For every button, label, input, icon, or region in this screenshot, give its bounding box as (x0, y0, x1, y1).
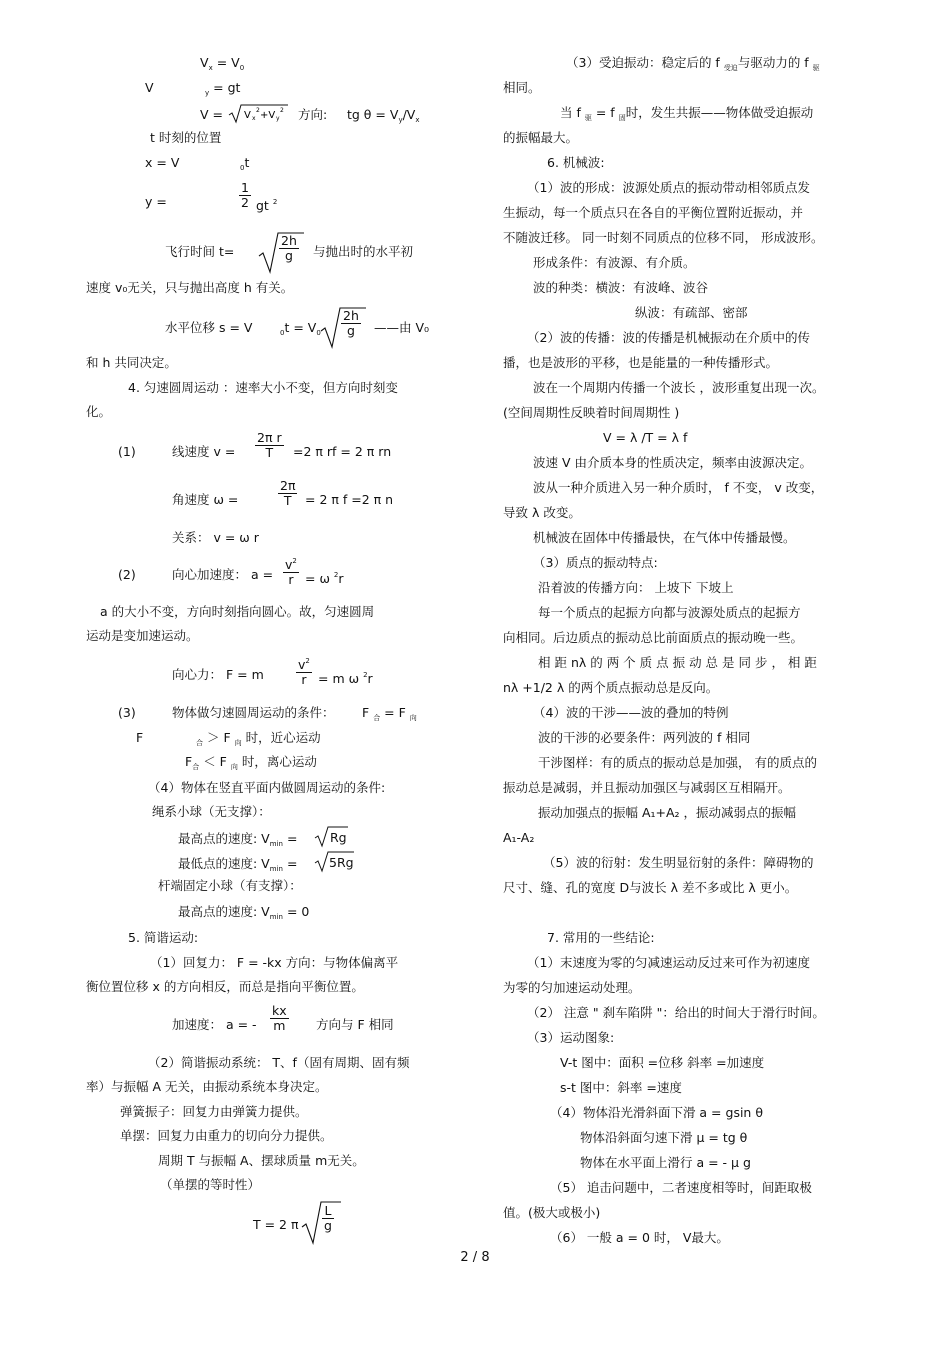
text-line: 每一个质点的起振方向都与波源处质点的起振方 (538, 605, 801, 620)
text-line: 形成条件：有波源、有介质。 (533, 255, 696, 270)
text-line: 值。(极大或极小) (503, 1205, 601, 1220)
lowest-point-speed: 最低点的速度: $V_{min}$ = (178, 856, 298, 873)
text-line: nλ +1/2 λ 的两个质点振动总是反向。 (503, 680, 719, 695)
forced-vibration: （3）受迫振动：稳定后的 f $_{受迫}$与驱动力的 f $_驱$ (566, 55, 820, 72)
text-line: 物体在水平面上滑行 a = - μ g (580, 1155, 751, 1170)
horizontal-displacement-note: ——由 V₀ (374, 320, 430, 335)
text-line: （1）回复力： F = -kx 方向：与物体偏离平 (150, 955, 399, 970)
direction-label: 方向: (298, 107, 328, 122)
text-line: 杆端固定小球（有支撑）： (158, 878, 302, 893)
text-line: 运动是变加速运动。 (86, 628, 199, 643)
text-line: 单摆：回复力由重力的切向分力提供。 (120, 1128, 333, 1143)
condition-eq: F $_合$ = F $_向$ (362, 705, 417, 722)
text-line: A₁-A₂ (503, 830, 535, 845)
centripetal-force-eq: = m ω $^2$r (318, 671, 373, 686)
text-line: （2）波的传播：波的传播是机械振动在介质中的传 (527, 330, 810, 345)
shm-acceleration-label: 加速度： a = - (172, 1017, 257, 1032)
approach-motion-condition: $_合$ ＞ F $_向$ 时，近心运动 (196, 730, 321, 747)
sqrt-symbol (228, 104, 290, 124)
svg-text:2: 2 (280, 107, 284, 114)
eq-vertical-velocity-label: V (145, 80, 154, 95)
text-line: 绳系小球（无支撑）： (152, 804, 271, 819)
fraction-2h-over-g: $\frac{2h}{g}$ (343, 308, 359, 338)
resonance-condition: 当 f $_驱$ = f $_固$时，发生共振——物体做受迫振动 (560, 105, 814, 122)
text-line: 波从一种介质进入另一种介质时， f 不变， v 改变， (533, 480, 824, 495)
sqrt-rg: Rg (330, 830, 347, 845)
text-line: （3）运动图象: (527, 1030, 615, 1045)
wave-speed-eq: V = λ /T = λ f (603, 430, 688, 445)
angular-velocity-label: 角速度 ω = (172, 492, 239, 507)
svg-text:V: V (244, 110, 251, 121)
text-line: （2）简谐振动系统： T、f（固有周期、固有频 (148, 1055, 410, 1070)
text-line: 导致 λ 改变。 (503, 505, 581, 520)
item-number: (3) (118, 705, 136, 720)
eq-direction-tan: tg $\theta = V_y/V_x$ (347, 107, 420, 124)
text-line: 不随波迁移。 同一时刻不同质点的位移不同， 形成波形。 (503, 230, 824, 245)
text-line: 生振动，每一个质点只在各自的平衡位置附近振动，并 (503, 205, 804, 220)
text-line: 干涉图样：有的质点的振动总是加强， 有的质点的 (538, 755, 817, 770)
fraction-2h-over-g: $\frac{2h}{g}$ (281, 233, 297, 263)
linear-velocity-eq: =2 π rf = 2 π rn (293, 444, 392, 459)
item-number: (1) (118, 444, 136, 459)
fraction-v2-over-r: $\frac{v^2}{r}$ (296, 654, 312, 687)
text-line: （5）波的衍射：发生明显衍射的条件：障碍物的 (543, 855, 814, 870)
text-line: 振动总是减弱，并且振动加强区与减弱区互相隔开。 (503, 780, 791, 795)
item-number: (2) (118, 567, 136, 582)
text-line: （1）波的形成：波源处质点的振动带动相邻质点发 (527, 180, 810, 195)
flight-time-note-cont: 速度 v₀无关，只与抛出高度 h 有关。 (86, 280, 294, 295)
centripetal-force-label: 向心力： F = m (172, 667, 264, 682)
text-line: 振动加强点的振幅 A₁+A₂ ，振动减弱点的振幅 (538, 805, 797, 820)
text-line: 相 距 nλ 的 两 个 质 点 振 动 总 是 同 步 ， 相 距 (538, 655, 817, 670)
fraction-2pi-over-t: $\frac{2\pi}{T}$ (280, 478, 296, 508)
highest-point-speed: 最高点的速度: $V_{min}$ = (178, 831, 298, 848)
text-line: 波速 V 由介质本身的性质决定，频率由波源决定。 (533, 455, 812, 470)
text-line: 波的种类：横波：有波峰、波谷 (533, 280, 709, 295)
position-at-t: t 时刻的位置 (150, 130, 222, 145)
text-line: s-t 图中：斜率 =速度 (560, 1080, 682, 1095)
text-line: 为零的匀加速运动处理。 (503, 980, 641, 995)
text-line: （3）质点的振动特点: (533, 555, 658, 570)
centripetal-acceleration-eq: = ω $^2$r (305, 571, 344, 586)
text-line: V-t 图中：面积 =位移 斜率 =加速度 (560, 1055, 765, 1070)
section-heading-shm: 5. 简谐运动: (128, 930, 199, 945)
text-line: （4）波的干涉——波的叠加的特例 (533, 705, 729, 720)
relation-eq: 关系： v = ω r (172, 530, 259, 545)
svg-text:2: 2 (256, 107, 260, 114)
shm-acceleration-direction: 方向与 F 相同 (316, 1017, 394, 1032)
angular-velocity-eq: = 2 π f =2 π n (305, 492, 394, 507)
text-line: 周期 T 与振幅 A、摆球质量 m无关。 (158, 1153, 365, 1168)
text-line: 相同。 (503, 80, 541, 95)
text-line: 纵波：有疏部、密部 (635, 305, 748, 320)
text-line: （4）物体沿光滑斜面下滑 a = gsin θ (550, 1105, 763, 1120)
linear-velocity-label: 线速度 v = (172, 444, 236, 459)
eq-vertical-velocity: $_y$ = gt (205, 80, 241, 97)
eq-horizontal-velocity: $V_x = V_0$ (200, 55, 245, 72)
flight-time-label: 飞行时间 t= (165, 244, 235, 259)
text-line: 机械波在固体中传播最快，在气体中传播最慢。 (533, 530, 796, 545)
fraction-half: $\frac{1}{2}$ (241, 180, 249, 210)
condition-f-label: F (136, 730, 144, 745)
text-line: 衡位置位移 x 的方向相反，而总是指向平衡位置。 (86, 979, 364, 994)
text-line: a 的大小不变，方向时刻指向圆心。故，匀速圆周 (100, 604, 375, 619)
text-line: 率）与振幅 A 无关，由振动系统本身决定。 (86, 1079, 328, 1094)
text-line: （1）末速度为零的匀减速运动反过来可作为初速度 (527, 955, 810, 970)
section-heading-uniform-circular: 4. 匀速圆周运动 ：速率大小不变，但方向时刻变 (128, 380, 398, 395)
eq-x-position-t: $_0$t (240, 155, 250, 172)
text-line: 播，也是波形的平移，也是能量的一种传播形式。 (503, 355, 779, 370)
text-line: 弹簧振子：回复力由弹簧力提供。 (120, 1104, 308, 1119)
eq-x-position: x = V (145, 155, 180, 170)
sqrt-5rg: 5Rg (329, 855, 354, 870)
fraction-kx-over-m: $\frac{kx}{m}$ (272, 1003, 287, 1033)
text-line: 波的干涉的必要条件：两列波的 f 相同 (538, 730, 751, 745)
svg-text:y: y (276, 115, 280, 122)
text-line: 尺寸、缝、孔的宽度 D与波长 λ 差不多或比 λ 更小。 (503, 880, 798, 895)
eq-y-position-label: y = (145, 194, 167, 209)
text-line: 和 h 共同决定。 (86, 355, 177, 370)
svg-text:x: x (252, 115, 256, 122)
eq-y-position-gt2: gt $^2$ (256, 198, 278, 213)
section-heading-conclusions: 7. 常用的一些结论: (547, 930, 655, 945)
text-line: 化。 (86, 404, 112, 419)
text-line: (空间周期性反映着时间周期性 ) (503, 405, 680, 420)
horizontal-displacement-2: $_0t = V_0$ (280, 320, 321, 337)
highest-point-speed-rod: 最高点的速度: $V_{min} = 0$ (178, 904, 310, 921)
section-heading-mechanical-wave: 6. 机械波: (547, 155, 605, 170)
text-line: （2） 注意 " 刹车陷阱 "：给出的时间大于滑行时间。 (527, 1005, 825, 1020)
fraction-2pir-over-t: $\frac{\text{2π r}}{T}$ (257, 430, 282, 460)
eq-resultant-velocity: V = (200, 107, 223, 122)
text-line: 波在一个周期内传播一个波长 ，波形重复出现一次。 (533, 380, 825, 395)
horizontal-displacement: 水平位移 s = V (165, 320, 253, 335)
svg-text:+V: +V (260, 110, 276, 121)
circular-motion-condition: 物体做匀速圆周运动的条件： (172, 705, 335, 720)
fraction-v2-over-r: $\frac{v^2}{r}$ (283, 554, 299, 587)
centripetal-acceleration-label: 向心加速度： a = (172, 567, 274, 582)
page-number: 2 / 8 (460, 1250, 490, 1265)
text-line: （单摆的等时性） (160, 1177, 261, 1192)
text-line: 沿着波的传播方向： 上坡下 下坡上 (538, 580, 734, 595)
text-line: 物体沿斜面匀速下滑 μ = tg θ (580, 1130, 748, 1145)
text-line: （4）物体在竖直平面内做圆周运动的条件: (148, 780, 386, 795)
pendulum-period-label: T = 2 π (253, 1217, 299, 1232)
fraction-l-over-g: $\frac{L}{g}$ (324, 1203, 332, 1233)
flight-time-note: 与抛出时的水平初 (313, 244, 414, 259)
centrifugal-motion-condition: $F_合 < F$ $_向$ 时，离心运动 (185, 754, 317, 771)
text-line: （6） 一般 a = 0 时， V最大。 (550, 1230, 729, 1245)
text-line: 向相同。后边质点的振动总比前面质点的振动晚一些。 (503, 630, 804, 645)
text-line: 的振幅最大。 (503, 130, 579, 145)
text-line: （5） 追击问题中，二者速度相等时，间距取极 (550, 1180, 812, 1195)
